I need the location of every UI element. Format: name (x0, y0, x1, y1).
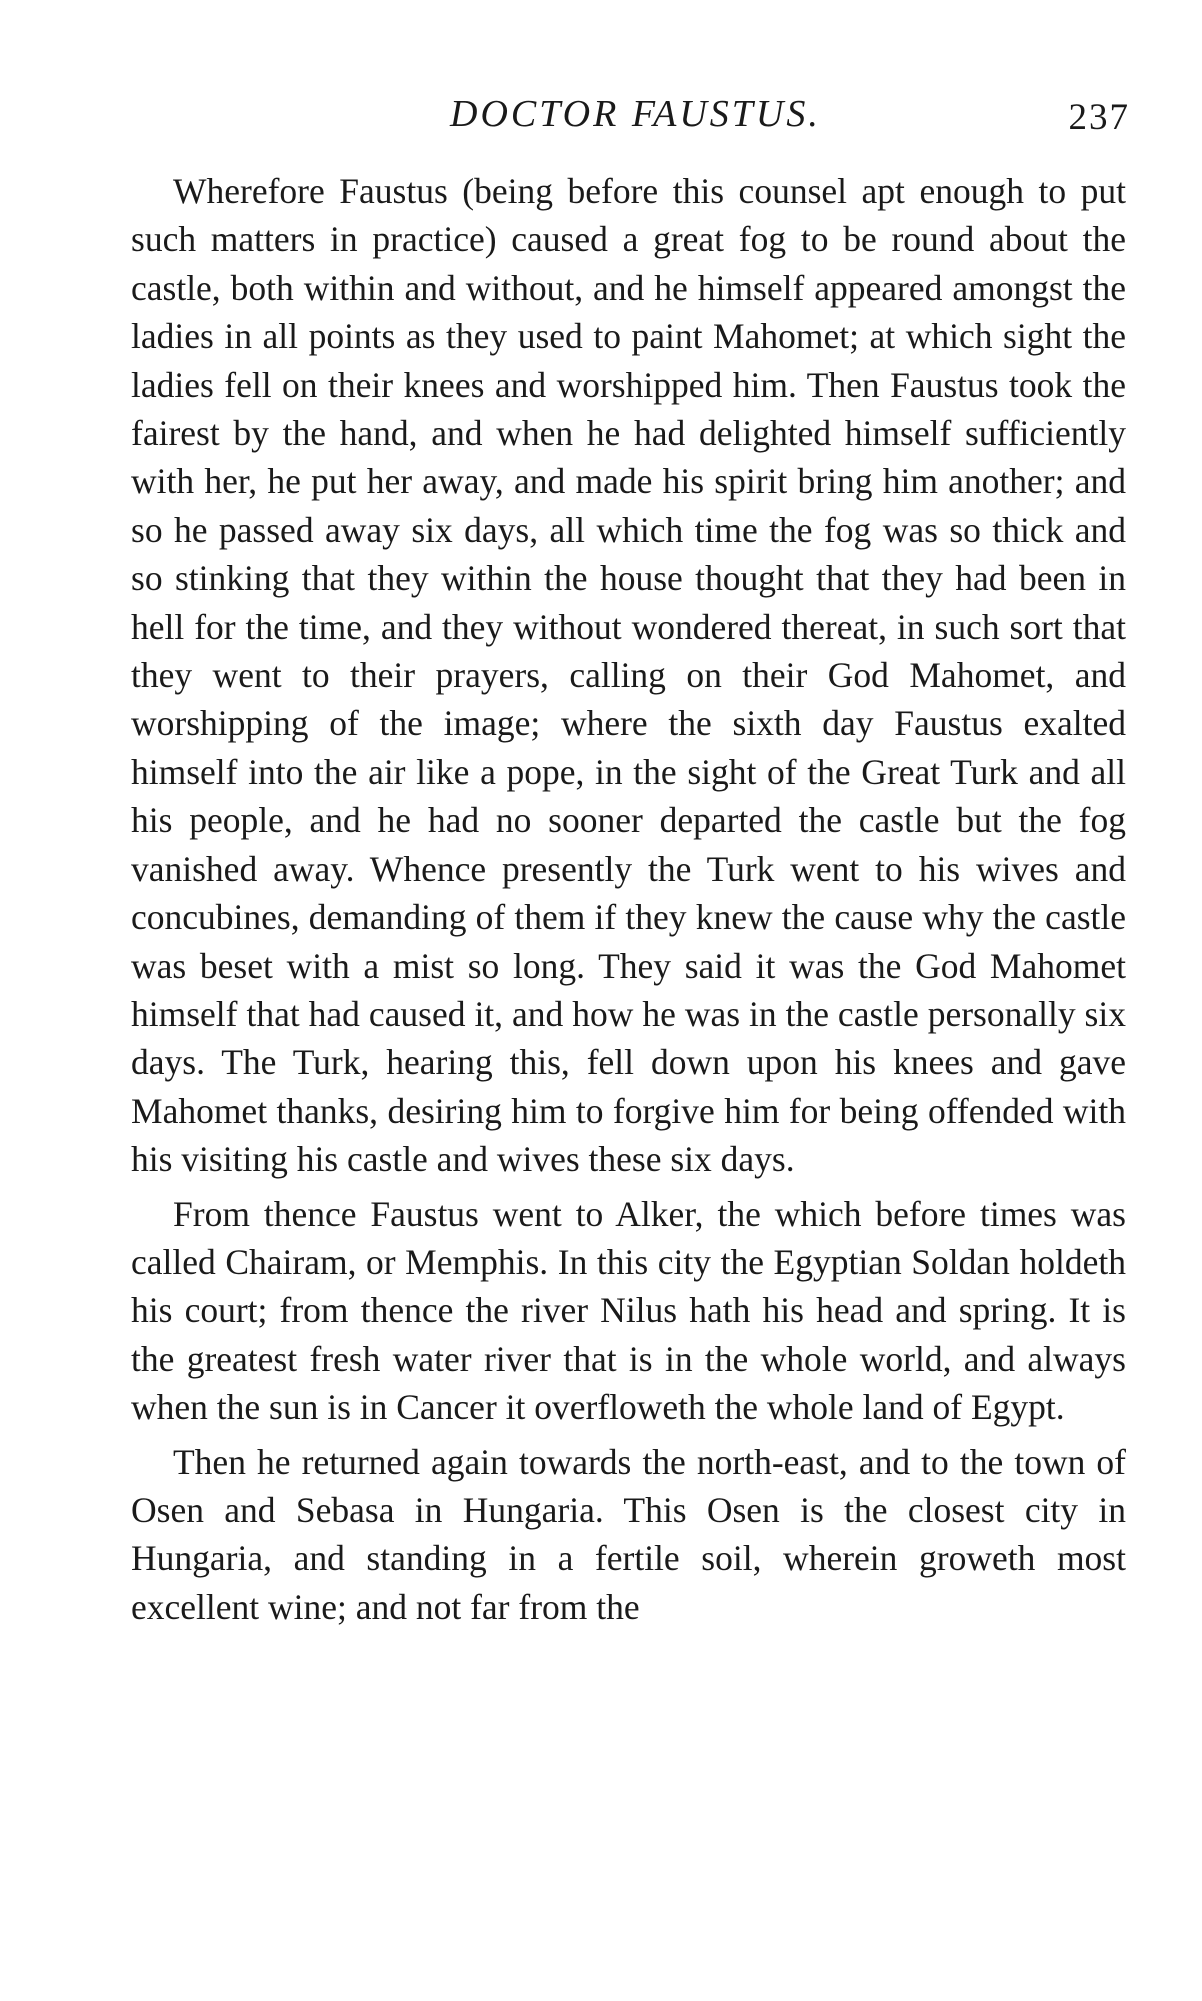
body-text (131, 167, 1126, 1637)
paragraph: Then he returned again towards the north-east, and to the town of Osen and Sebasa in Hungaria. This Osen is the closest city in Hungaria, and standing in a fertile soil, wherein groweth most excellent wine; and not far from the (131, 1441, 1126, 1627)
page-number: 237 (1068, 97, 1130, 138)
paragraph: From thence Faustus went to Alker, the which before times was called Chairam, or Memphis. In this city the Egyptian Soldan holdeth his court; from thence the river Nilus hath his head and spring. It is the greatest fresh water river that is in the whole world, and always when the sun is in Cancer it overfloweth the whole land of Egypt. (131, 1193, 1126, 1428)
running-head (130, 92, 1130, 142)
running-title: DOCTOR FAUSTUS. (450, 93, 821, 135)
paragraph: Wherefore Faustus (being before this counsel apt enough to put such matters in practice) caused a great fog to be round about the castle, both within and without, and he himself appeared amongst the ladies in all points as they used to paint Mahomet; at which sight the ladies fell on their knees and worshipped him. Then Faustus took the fairest by the hand, and when he had delighted himself sufficiently with her, he put her away, and made his spirit bring him another; and so he passed away six days, all which time the fog was so thick and so stinking that they within the house thought that they had been in hell for the time, and they without wondered thereat, in such sort that they went to their prayers, calling on their God Mahomet, and worshipping of the image; where the sixth day Faustus exalted himself into the air like a pope, in the sight of the Great Turk and all his people, and he had no sooner departed the castle but the fog vanished away. Whence presently the Turk went to his wives and concubines, demanding of them if they knew the cause why the castle was beset with a mist so long. They said it was the God Mahomet himself that had caused it, and how he was in the castle personally six days. The Turk, hearing this, fell down upon his knees and gave Mahomet thanks, desiring him to forgive him for being offended with his visiting his castle and wives these six days. (131, 171, 1126, 1180)
